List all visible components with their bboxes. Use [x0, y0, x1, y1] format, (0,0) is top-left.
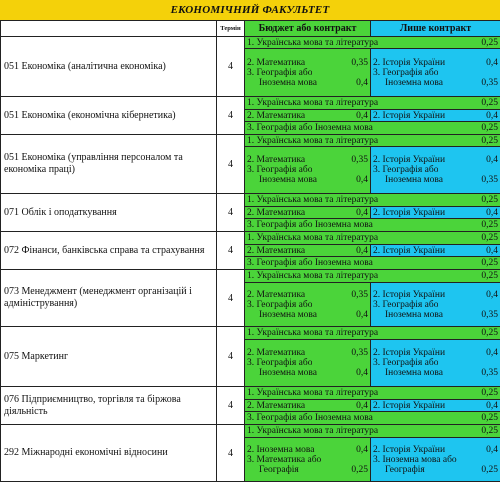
subject-line — [373, 155, 498, 165]
subject-weight: 0,4 — [354, 246, 368, 256]
subject-name: 1. Українська мова та література — [247, 328, 378, 338]
contract-subjects — [371, 340, 500, 387]
subject-weight: 0,4 — [484, 348, 498, 358]
subject-name: 3. Географія або — [373, 358, 438, 368]
subject-weight: 0,4 — [484, 246, 498, 256]
contract-subjects — [371, 245, 500, 257]
program-row — [1, 425, 500, 438]
study-term: 4 — [217, 97, 245, 135]
header-contract: Лише контракт — [371, 21, 500, 37]
specialty-name: 072 Фінанси, банківська справа та страхування — [1, 232, 217, 270]
subject-weight: 0,35 — [479, 175, 498, 185]
subject-weight: 0,25 — [479, 465, 498, 475]
study-term: 4 — [217, 232, 245, 270]
shared-subject — [245, 327, 500, 340]
subject-name: 2. Математика — [247, 208, 305, 218]
subject-name: 2. Іноземна мова — [247, 445, 315, 455]
specialty-name: 071 Облік і оподаткування — [1, 194, 217, 232]
budget-subjects — [245, 245, 371, 257]
subject-name: Іноземна мова — [385, 368, 443, 378]
subject-name: 3. Географія або Іноземна мова — [247, 413, 373, 423]
subject-name: 2. Історія України — [373, 348, 445, 358]
subject-name: 3. Географія або — [247, 68, 312, 78]
subject-line — [373, 348, 498, 358]
subject-name: 3. Географія або Іноземна мова — [247, 220, 373, 230]
subject-name: 3. Географія або — [247, 165, 312, 175]
subject-line — [373, 455, 498, 465]
subject-weight: 0,4 — [354, 445, 368, 455]
subject-weight: 0,4 — [354, 208, 368, 218]
program-row — [1, 232, 500, 245]
header-term: Термін — [217, 21, 245, 37]
subject-weight: 0,35 — [349, 290, 368, 300]
subject-name: Іноземна мова — [259, 368, 317, 378]
subject-name: Іноземна мова — [385, 310, 443, 320]
subject-line — [247, 220, 498, 230]
subject-name: 2. Математика — [247, 401, 305, 411]
program-row — [1, 270, 500, 283]
subject-name: 2. Історія України — [373, 401, 445, 411]
subject-name: 2. Математика — [247, 58, 305, 68]
contract-subjects — [371, 438, 500, 482]
subject-name: 3. Географія або — [247, 300, 312, 310]
subject-weight: 0,4 — [484, 155, 498, 165]
subject-weight: 0,35 — [349, 58, 368, 68]
subject-weight: 0,35 — [349, 348, 368, 358]
subject-line — [247, 401, 368, 411]
subject-line — [247, 348, 368, 358]
subject-weight: 0,25 — [479, 195, 498, 205]
subject-name: 3. Математика або — [247, 455, 321, 465]
program-row — [1, 327, 500, 340]
subject-weight: 0,25 — [479, 328, 498, 338]
subject-weight: 0,25 — [479, 136, 498, 146]
subject-line — [247, 233, 498, 243]
faculty-title: ЕКОНОМІЧНИЙ ФАКУЛЬТЕТ — [0, 0, 500, 20]
specialty-name: 075 Маркетинг — [1, 327, 217, 387]
subject-name: 2. Історія України — [373, 290, 445, 300]
subject-weight: 0,4 — [484, 445, 498, 455]
subject-line — [247, 290, 368, 300]
subject-name: 3. Географія або Іноземна мова — [247, 123, 373, 133]
subject-line — [247, 195, 498, 205]
subject-name: 1. Українська мова та література — [247, 233, 378, 243]
subject-weight: 0,25 — [479, 233, 498, 243]
subject-line — [373, 58, 498, 68]
subject-line — [247, 165, 368, 175]
subject-name: 2. Історія України — [373, 111, 445, 121]
study-term: 4 — [217, 194, 245, 232]
shared-subject — [245, 97, 500, 110]
subject-line — [247, 465, 368, 475]
subject-line — [373, 111, 498, 121]
admission-table — [0, 20, 500, 482]
subject-name: 1. Українська мова та література — [247, 426, 378, 436]
subject-weight: 0,4 — [354, 175, 368, 185]
subject-name: 3. Географія або — [373, 165, 438, 175]
subject-weight: 0,4 — [354, 401, 368, 411]
subject-name: 3. Географія або — [373, 68, 438, 78]
subject-weight: 0,25 — [479, 413, 498, 423]
subject-name: 1. Українська мова та література — [247, 98, 378, 108]
subject-name: 3. Географія або Іноземна мова — [247, 258, 373, 268]
subject-line — [373, 300, 498, 310]
shared-subject — [245, 387, 500, 400]
subject-line — [247, 271, 498, 281]
contract-subjects — [371, 283, 500, 327]
shared-subject — [245, 425, 500, 438]
subject-weight: 0,4 — [484, 58, 498, 68]
program-row — [1, 135, 500, 147]
shared-subject — [245, 232, 500, 245]
program-row — [1, 194, 500, 207]
subject-line — [247, 310, 368, 320]
subject-line — [373, 208, 498, 218]
study-term: 4 — [217, 270, 245, 327]
subject-name: 2. Математика — [247, 290, 305, 300]
subject-line — [373, 68, 498, 78]
contract-subjects — [371, 49, 500, 97]
subject-weight: 0,35 — [349, 155, 368, 165]
subject-line — [247, 388, 498, 398]
subject-name: 1. Українська мова та література — [247, 195, 378, 205]
budget-subjects — [245, 438, 371, 482]
subject-name: 2. Історія України — [373, 445, 445, 455]
specialty-name: 051 Економіка (управління персоналом та економіка праці) — [1, 135, 217, 194]
specialty-name: 073 Менеджмент (менеджмент організацій і адміністрування) — [1, 270, 217, 327]
subject-line — [247, 368, 368, 378]
subject-line — [373, 246, 498, 256]
subject-name: 2. Математика — [247, 155, 305, 165]
shared-subject — [245, 257, 500, 270]
subject-name: 1. Українська мова та література — [247, 388, 378, 398]
contract-subjects — [371, 110, 500, 122]
subject-line — [247, 123, 498, 133]
shared-subject — [245, 412, 500, 425]
shared-subject — [245, 135, 500, 147]
study-term: 4 — [217, 135, 245, 194]
subject-line — [373, 358, 498, 368]
subject-line — [247, 111, 368, 121]
subject-weight: 0,25 — [479, 38, 498, 48]
subject-weight: 0,4 — [354, 78, 368, 88]
budget-subjects — [245, 147, 371, 194]
subject-weight: 0,4 — [484, 290, 498, 300]
subject-line — [247, 258, 498, 268]
subject-name: 2. Математика — [247, 111, 305, 121]
subject-name: 1. Українська мова та література — [247, 136, 378, 146]
subject-weight: 0,35 — [479, 78, 498, 88]
table-header-row — [1, 21, 500, 37]
contract-subjects — [371, 400, 500, 412]
subject-line — [247, 246, 368, 256]
subject-weight: 0,25 — [479, 271, 498, 281]
subject-name: 2. Історія України — [373, 155, 445, 165]
subject-line — [247, 58, 368, 68]
subject-name: 2. Математика — [247, 348, 305, 358]
shared-subject — [245, 219, 500, 232]
subject-name: 3. Географія або — [247, 358, 312, 368]
subject-weight: 0,35 — [479, 368, 498, 378]
subject-name: 1. Українська мова та література — [247, 38, 378, 48]
subject-weight: 0,25 — [349, 465, 368, 475]
subject-line — [247, 455, 368, 465]
program-row — [1, 97, 500, 110]
subject-name: 2. Історія України — [373, 208, 445, 218]
shared-subject — [245, 122, 500, 135]
program-row — [1, 387, 500, 400]
subject-name: 2. Історія України — [373, 246, 445, 256]
subject-weight: 0,25 — [479, 123, 498, 133]
subject-line — [373, 290, 498, 300]
subject-line — [247, 175, 368, 185]
subject-line — [247, 413, 498, 423]
subject-weight: 0,4 — [354, 368, 368, 378]
specialty-name: 051 Економіка (економічна кібернетика) — [1, 97, 217, 135]
subject-name: 3. Географія або — [373, 300, 438, 310]
budget-subjects — [245, 110, 371, 122]
contract-subjects — [371, 147, 500, 194]
budget-subjects — [245, 340, 371, 387]
study-term: 4 — [217, 425, 245, 482]
program-row — [1, 37, 500, 49]
subject-line — [247, 136, 498, 146]
subject-line — [247, 358, 368, 368]
subject-line — [373, 78, 498, 88]
study-term: 4 — [217, 37, 245, 97]
subject-weight: 0,4 — [484, 208, 498, 218]
subject-name: Географія — [385, 465, 425, 475]
subject-weight: 0,4 — [484, 401, 498, 411]
subject-weight: 0,4 — [354, 111, 368, 121]
subject-weight: 0,25 — [479, 220, 498, 230]
subject-name: 3. Іноземна мова або — [373, 455, 457, 465]
subject-weight: 0,4 — [354, 310, 368, 320]
specialty-name: 292 Міжнародні економічні відносини — [1, 425, 217, 482]
shared-subject — [245, 194, 500, 207]
study-term: 4 — [217, 327, 245, 387]
subject-name: Іноземна мова — [259, 78, 317, 88]
subject-weight: 0,4 — [484, 111, 498, 121]
subject-line — [247, 328, 498, 338]
subject-weight: 0,25 — [479, 258, 498, 268]
subject-line — [247, 78, 368, 88]
specialty-name: 076 Підприємництво, торгівля та біржова діяльність — [1, 387, 217, 425]
subject-line — [247, 208, 368, 218]
subject-weight: 0,25 — [479, 426, 498, 436]
subject-weight: 0,25 — [479, 388, 498, 398]
subject-name: Іноземна мова — [259, 310, 317, 320]
subject-name: Іноземна мова — [259, 175, 317, 185]
contract-subjects — [371, 207, 500, 219]
subject-line — [247, 426, 498, 436]
subject-line — [247, 38, 498, 48]
subject-name: Іноземна мова — [385, 78, 443, 88]
subject-line — [373, 401, 498, 411]
shared-subject — [245, 270, 500, 283]
subject-line — [247, 98, 498, 108]
study-term: 4 — [217, 387, 245, 425]
header-specialty — [1, 21, 217, 37]
subject-line — [373, 165, 498, 175]
subject-line — [373, 175, 498, 185]
subject-weight: 0,35 — [479, 310, 498, 320]
subject-name: Географія — [259, 465, 299, 475]
budget-subjects — [245, 400, 371, 412]
subject-line — [247, 155, 368, 165]
subject-name: 2. Історія України — [373, 58, 445, 68]
header-budget: Бюджет або контракт — [245, 21, 371, 37]
subject-name: 2. Математика — [247, 246, 305, 256]
subject-line — [247, 68, 368, 78]
subject-line — [373, 310, 498, 320]
shared-subject — [245, 37, 500, 49]
subject-line — [373, 368, 498, 378]
budget-subjects — [245, 49, 371, 97]
subject-name: 1. Українська мова та література — [247, 271, 378, 281]
budget-subjects — [245, 283, 371, 327]
subject-line — [373, 465, 498, 475]
budget-subjects — [245, 207, 371, 219]
subject-line — [373, 445, 498, 455]
specialty-name: 051 Економіка (аналітична економіка) — [1, 37, 217, 97]
subject-weight: 0,25 — [479, 98, 498, 108]
subject-line — [247, 300, 368, 310]
subject-line — [247, 445, 368, 455]
subject-name: Іноземна мова — [385, 175, 443, 185]
